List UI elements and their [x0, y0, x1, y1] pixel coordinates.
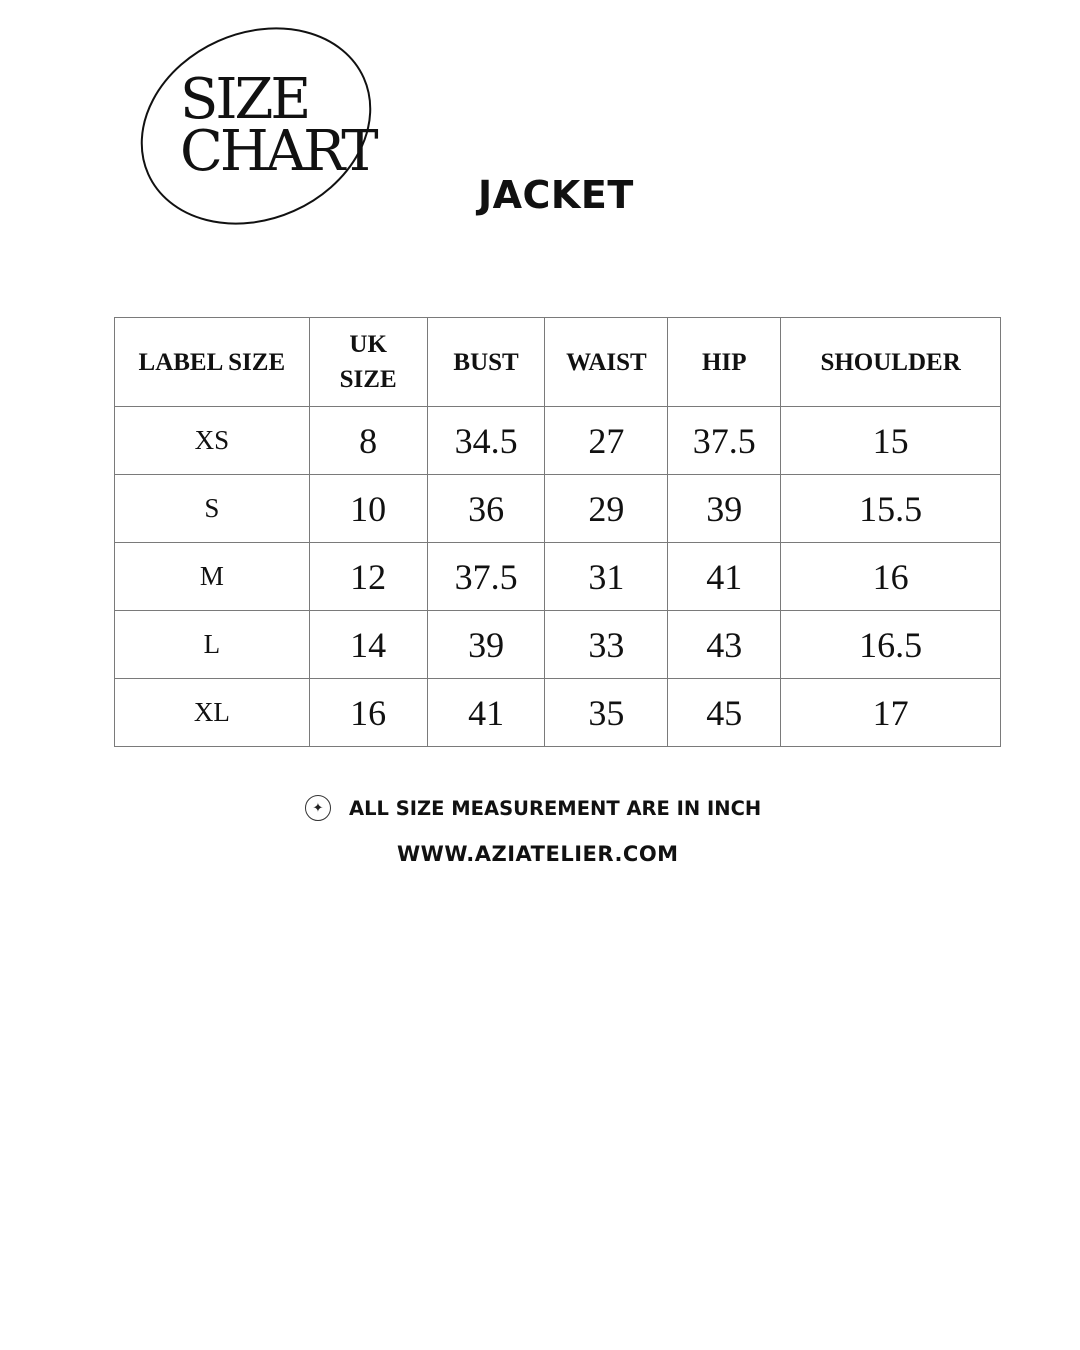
sparkle-icon: ✦ [305, 795, 331, 821]
header-uk-size [309, 318, 427, 407]
shoulder-cell: 16 [781, 543, 1001, 611]
label-size-cell: XL [115, 679, 310, 747]
page-title: JACKET [478, 173, 634, 217]
bust-cell: 41 [427, 679, 545, 747]
uk-size-cell: 10 [309, 475, 427, 543]
table-row [115, 679, 1001, 747]
logo-word-chart: CHART [180, 119, 376, 184]
hip-cell: 41 [668, 543, 781, 611]
hip-cell: 43 [668, 611, 781, 679]
header-shoulder: SHOULDER [781, 318, 1001, 407]
uk-size-cell: 8 [309, 407, 427, 475]
header-bust: BUST [427, 318, 545, 407]
label-size-cell: S [115, 475, 310, 543]
table-row [115, 475, 1001, 543]
size-table [114, 317, 1001, 747]
shoulder-cell: 16.5 [781, 611, 1001, 679]
uk-size-cell: 16 [309, 679, 427, 747]
waist-cell: 27 [545, 407, 668, 475]
hip-cell: 39 [668, 475, 781, 543]
hip-cell: 37.5 [668, 407, 781, 475]
table-row [115, 543, 1001, 611]
uk-size-cell: 12 [309, 543, 427, 611]
bust-cell: 36 [427, 475, 545, 543]
shoulder-cell: 15 [781, 407, 1001, 475]
shoulder-cell: 17 [781, 679, 1001, 747]
shoulder-cell: 15.5 [781, 475, 1001, 543]
label-size-cell: L [115, 611, 310, 679]
bust-cell: 34.5 [427, 407, 545, 475]
table-header-row [115, 318, 1001, 407]
logo-word-size: SIZE [180, 67, 309, 132]
header-hip: HIP [668, 318, 781, 407]
bust-cell: 37.5 [427, 543, 545, 611]
waist-cell: 29 [545, 475, 668, 543]
size-chart-logo [138, 24, 378, 230]
table-row [115, 407, 1001, 475]
header-label-size: LABEL SIZE [115, 318, 310, 407]
hip-cell: 45 [668, 679, 781, 747]
label-size-cell: M [115, 543, 310, 611]
measurement-note-text: ALL SIZE MEASUREMENT ARE IN INCH [349, 796, 762, 820]
waist-cell: 35 [545, 679, 668, 747]
waist-cell: 33 [545, 611, 668, 679]
waist-cell: 31 [545, 543, 668, 611]
table-row [115, 611, 1001, 679]
website-url: WWW.AZIATELIER.COM [397, 842, 679, 866]
header-waist: WAIST [545, 318, 668, 407]
bust-cell: 39 [427, 611, 545, 679]
header-uk-size-text: UK SIZE [339, 331, 397, 393]
uk-size-cell: 14 [309, 611, 427, 679]
label-size-cell: XS [115, 407, 310, 475]
measurement-note [305, 793, 761, 823]
